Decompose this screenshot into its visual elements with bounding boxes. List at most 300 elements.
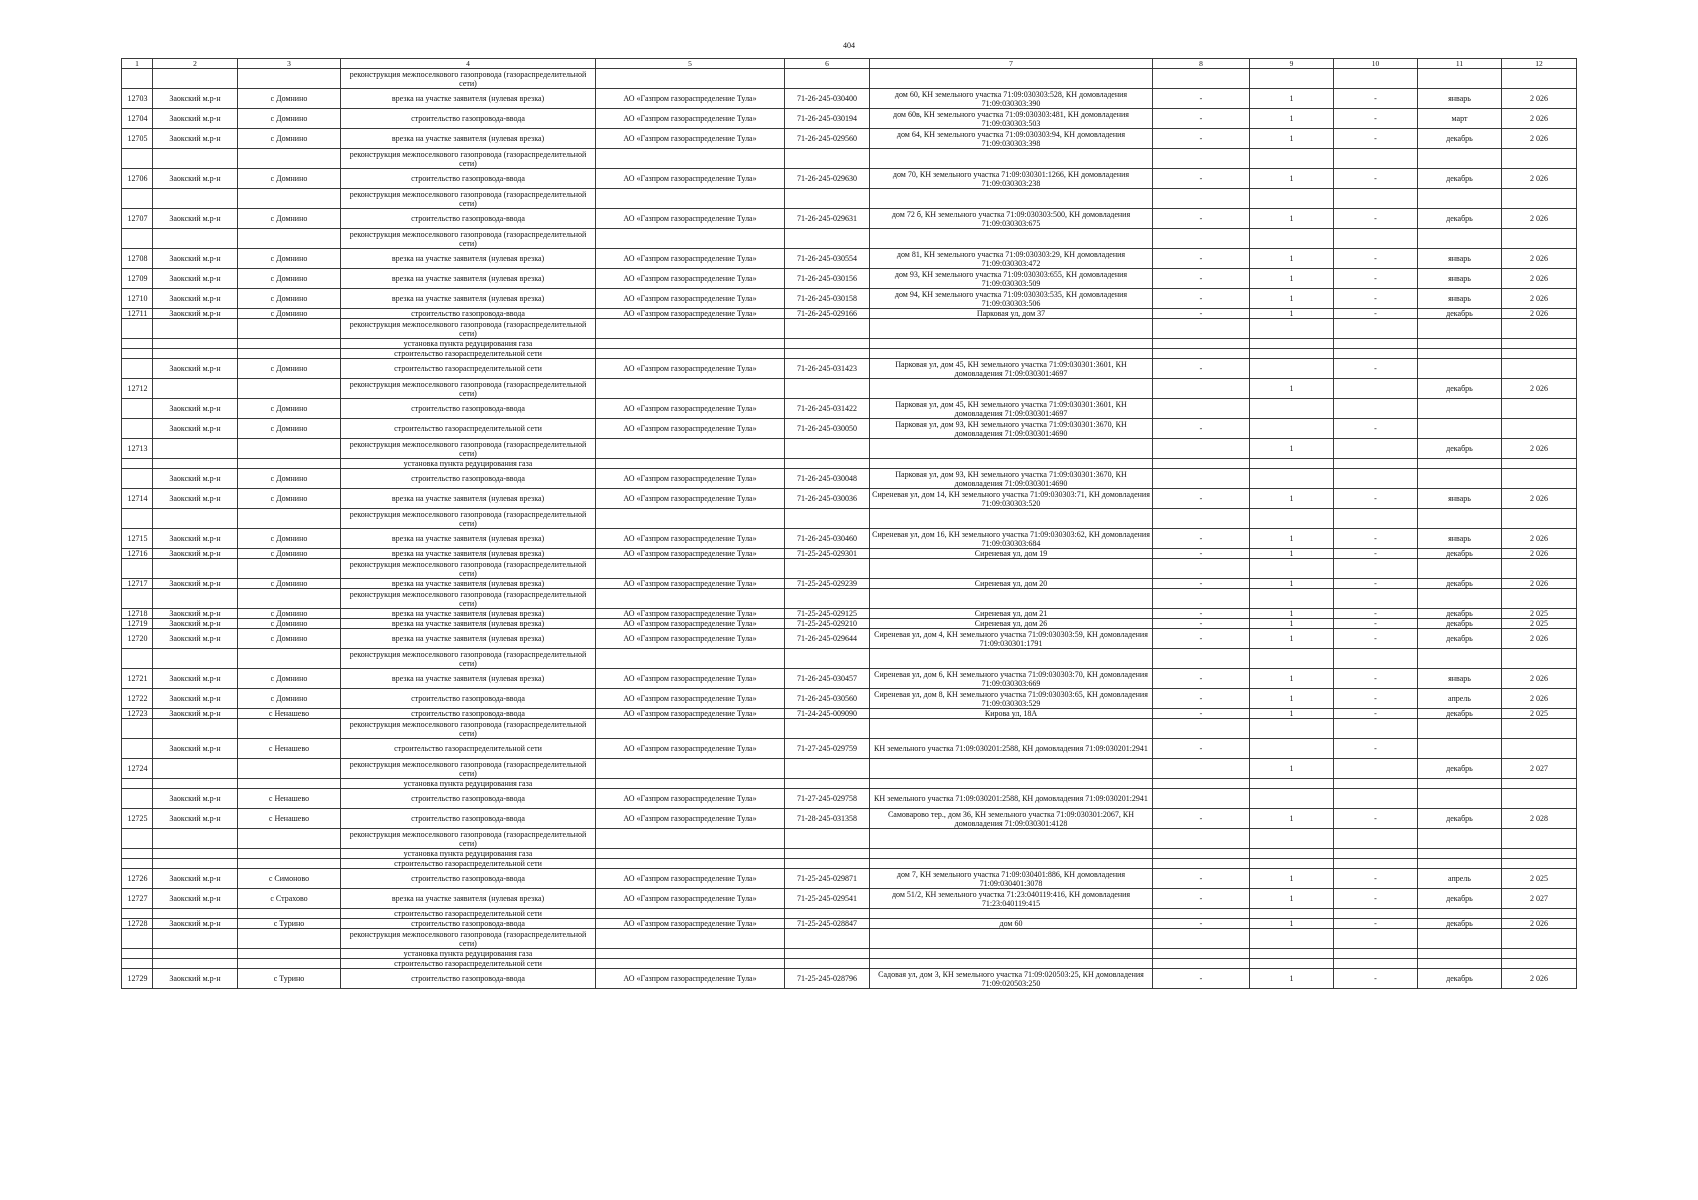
col-10-cell (1334, 149, 1418, 169)
address-cell (870, 349, 1153, 359)
col-8-cell: - (1153, 529, 1250, 549)
application-number-cell: 71-26-245-030460 (785, 529, 870, 549)
district-cell (153, 849, 238, 859)
month-cell (1418, 779, 1502, 789)
district-cell: Заокский м.р-н (153, 789, 238, 809)
application-number-cell: 71-26-245-030036 (785, 489, 870, 509)
application-number-cell (785, 319, 870, 339)
row-number-cell (122, 69, 153, 89)
organization-cell: АО «Газпром газораспределение Тула» (596, 689, 785, 709)
application-number-cell: 71-26-245-029644 (785, 629, 870, 649)
row-number-cell: 12712 (122, 379, 153, 399)
settlement-cell: с Домнино (238, 129, 341, 149)
application-number-cell: 71-25-245-029210 (785, 619, 870, 629)
district-cell (153, 349, 238, 359)
col-8-cell: - (1153, 689, 1250, 709)
work-type-cell: строительство газопровода-ввода (341, 789, 596, 809)
column-header: 2 (153, 59, 238, 69)
year-cell: 2 026 (1502, 169, 1577, 189)
settlement-cell: с Ненашево (238, 709, 341, 719)
settlement-cell: с Домнино (238, 579, 341, 589)
district-cell: Заокский м.р-н (153, 209, 238, 229)
col-9-cell (1250, 459, 1334, 469)
address-cell: Сиреневая ул, дом 19 (870, 549, 1153, 559)
organization-cell: АО «Газпром газораспределение Тула» (596, 419, 785, 439)
year-cell (1502, 719, 1577, 739)
col-8-cell (1153, 379, 1250, 399)
col-10-cell: - (1334, 619, 1418, 629)
table-row (122, 309, 1577, 319)
table-row (122, 889, 1577, 909)
application-number-cell: 71-25-245-029541 (785, 889, 870, 909)
col-9-cell: 1 (1250, 529, 1334, 549)
year-cell: 2 026 (1502, 89, 1577, 109)
address-cell: Сиреневая ул, дом 16, КН земельного участка 71:09:030303:62, КН домовладения 71:09:030303:684 (870, 529, 1153, 549)
organization-cell: АО «Газпром газораспределение Тула» (596, 269, 785, 289)
col-9-cell: 1 (1250, 129, 1334, 149)
settlement-cell (238, 349, 341, 359)
address-cell: дом 70, КН земельного участка 71:09:030301:1266, КН домовладения 71:09:030303:238 (870, 169, 1153, 189)
year-cell (1502, 339, 1577, 349)
col-8-cell (1153, 859, 1250, 869)
table-row (122, 509, 1577, 529)
address-cell (870, 959, 1153, 969)
col-10-cell: - (1334, 549, 1418, 559)
year-cell: 2 026 (1502, 109, 1577, 129)
col-10-cell (1334, 319, 1418, 339)
work-type-cell: строительство газопровода-ввода (341, 969, 596, 989)
year-cell: 2 025 (1502, 609, 1577, 619)
work-type-cell: врезка на участке заявителя (нулевая врезка) (341, 549, 596, 559)
col-8-cell: - (1153, 489, 1250, 509)
year-cell (1502, 229, 1577, 249)
address-cell: дом 93, КН земельного участка 71:09:030303:655, КН домовладения 71:09:030303:509 (870, 269, 1153, 289)
month-cell: декабрь (1418, 809, 1502, 829)
year-cell (1502, 739, 1577, 759)
district-cell: Заокский м.р-н (153, 809, 238, 829)
month-cell (1418, 399, 1502, 419)
organization-cell (596, 959, 785, 969)
application-number-cell (785, 779, 870, 789)
table-row (122, 959, 1577, 969)
row-number-cell (122, 719, 153, 739)
work-type-cell: реконструкция межпоселкового газопровода (газораспределительной сети) (341, 69, 596, 89)
address-cell (870, 379, 1153, 399)
settlement-cell: с Турино (238, 919, 341, 929)
organization-cell: АО «Газпром газораспределение Тула» (596, 969, 785, 989)
year-cell (1502, 319, 1577, 339)
col-9-cell: 1 (1250, 209, 1334, 229)
row-number-cell: 12725 (122, 809, 153, 829)
col-10-cell (1334, 719, 1418, 739)
table-row (122, 739, 1577, 759)
settlement-cell: с Домнино (238, 169, 341, 189)
row-number-cell (122, 959, 153, 969)
col-10-cell: - (1334, 129, 1418, 149)
column-header: 5 (596, 59, 785, 69)
col-10-cell: - (1334, 419, 1418, 439)
row-number-cell (122, 509, 153, 529)
month-cell: март (1418, 109, 1502, 129)
column-header: 1 (122, 59, 153, 69)
organization-cell: АО «Газпром газораспределение Тула» (596, 399, 785, 419)
table-header-row (122, 59, 1577, 69)
district-cell: Заокский м.р-н (153, 969, 238, 989)
col-8-cell (1153, 949, 1250, 959)
application-number-cell: 71-26-245-030560 (785, 689, 870, 709)
table-row (122, 549, 1577, 559)
district-cell: Заокский м.р-н (153, 609, 238, 619)
application-number-cell (785, 929, 870, 949)
application-number-cell (785, 759, 870, 779)
year-cell (1502, 789, 1577, 809)
work-type-cell: реконструкция межпоселкового газопровода (газораспределительной сети) (341, 439, 596, 459)
page-number: 404 (843, 41, 855, 50)
address-cell (870, 929, 1153, 949)
organization-cell: АО «Газпром газораспределение Тула» (596, 309, 785, 319)
col-10-cell (1334, 469, 1418, 489)
application-number-cell (785, 649, 870, 669)
table-row (122, 349, 1577, 359)
district-cell (153, 779, 238, 789)
month-cell (1418, 509, 1502, 529)
organization-cell (596, 849, 785, 859)
district-cell: Заокский м.р-н (153, 399, 238, 419)
address-cell: Парковая ул, дом 45, КН земельного участка 71:09:030301:3601, КН домовладения 71:09:030301:4697 (870, 399, 1153, 419)
address-cell (870, 759, 1153, 779)
district-cell: Заокский м.р-н (153, 169, 238, 189)
organization-cell (596, 189, 785, 209)
organization-cell (596, 229, 785, 249)
col-8-cell: - (1153, 579, 1250, 589)
application-number-cell: 71-25-245-028847 (785, 919, 870, 929)
col-10-cell: - (1334, 969, 1418, 989)
col-8-cell (1153, 459, 1250, 469)
settlement-cell: с Домнино (238, 289, 341, 309)
work-type-cell: строительство газопровода-ввода (341, 689, 596, 709)
work-type-cell: врезка на участке заявителя (нулевая врезка) (341, 269, 596, 289)
column-header: 10 (1334, 59, 1418, 69)
month-cell (1418, 559, 1502, 579)
organization-cell: АО «Газпром газораспределение Тула» (596, 489, 785, 509)
organization-cell: АО «Газпром газораспределение Тула» (596, 289, 785, 309)
col-8-cell: - (1153, 869, 1250, 889)
col-10-cell: - (1334, 269, 1418, 289)
table-row (122, 229, 1577, 249)
table-row (122, 489, 1577, 509)
month-cell (1418, 589, 1502, 609)
settlement-cell (238, 829, 341, 849)
col-9-cell (1250, 229, 1334, 249)
row-number-cell: 12717 (122, 579, 153, 589)
work-type-cell: врезка на участке заявителя (нулевая врезка) (341, 889, 596, 909)
application-number-cell (785, 459, 870, 469)
district-cell: Заокский м.р-н (153, 669, 238, 689)
year-cell: 2 026 (1502, 379, 1577, 399)
row-number-cell (122, 229, 153, 249)
col-8-cell: - (1153, 359, 1250, 379)
row-number-cell (122, 349, 153, 359)
year-cell (1502, 189, 1577, 209)
row-number-cell (122, 359, 153, 379)
organization-cell: АО «Газпром газораспределение Тула» (596, 549, 785, 559)
col-10-cell: - (1334, 889, 1418, 909)
col-9-cell (1250, 339, 1334, 349)
col-10-cell (1334, 589, 1418, 609)
organization-cell (596, 69, 785, 89)
application-number-cell (785, 339, 870, 349)
col-9-cell: 1 (1250, 869, 1334, 889)
address-cell (870, 319, 1153, 339)
settlement-cell: с Страхово (238, 889, 341, 909)
col-9-cell (1250, 319, 1334, 339)
col-10-cell: - (1334, 739, 1418, 759)
row-number-cell (122, 319, 153, 339)
table-row (122, 419, 1577, 439)
month-cell: декабрь (1418, 169, 1502, 189)
application-number-cell (785, 829, 870, 849)
application-number-cell (785, 719, 870, 739)
month-cell: январь (1418, 529, 1502, 549)
application-number-cell: 71-26-245-030050 (785, 419, 870, 439)
work-type-cell: врезка на участке заявителя (нулевая врезка) (341, 609, 596, 619)
year-cell: 2 026 (1502, 549, 1577, 559)
settlement-cell (238, 459, 341, 469)
settlement-cell (238, 929, 341, 949)
address-cell: Сиреневая ул, дом 4, КН земельного участка 71:09:030303:59, КН домовладения 71:09:030301:1791 (870, 629, 1153, 649)
row-number-cell (122, 399, 153, 419)
year-cell (1502, 419, 1577, 439)
address-cell (870, 229, 1153, 249)
organization-cell: АО «Газпром газораспределение Тула» (596, 619, 785, 629)
row-number-cell (122, 849, 153, 859)
col-10-cell (1334, 759, 1418, 779)
application-number-cell: 71-25-245-029301 (785, 549, 870, 559)
month-cell (1418, 319, 1502, 339)
application-number-cell: 71-26-245-031423 (785, 359, 870, 379)
work-type-cell: реконструкция межпоселкового газопровода (газораспределительной сети) (341, 719, 596, 739)
row-number-cell: 12719 (122, 619, 153, 629)
address-cell: Садовая ул, дом 3, КН земельного участка 71:09:020503:25, КН домовладения 71:09:020503:250 (870, 969, 1153, 989)
month-cell (1418, 469, 1502, 489)
organization-cell: АО «Газпром газораспределение Тула» (596, 669, 785, 689)
table-row (122, 359, 1577, 379)
year-cell: 2 026 (1502, 579, 1577, 589)
address-cell: КН земельного участка 71:09:030201:2588, КН домовладения 71:09:030201:2941 (870, 739, 1153, 759)
month-cell: декабрь (1418, 889, 1502, 909)
application-number-cell: 71-26-245-029631 (785, 209, 870, 229)
settlement-cell: с Домнино (238, 669, 341, 689)
district-cell: Заокский м.р-н (153, 419, 238, 439)
settlement-cell (238, 69, 341, 89)
month-cell: декабрь (1418, 919, 1502, 929)
application-number-cell: 71-25-245-028796 (785, 969, 870, 989)
settlement-cell: с Домнино (238, 89, 341, 109)
table-row (122, 339, 1577, 349)
column-header: 8 (1153, 59, 1250, 69)
organization-cell (596, 509, 785, 529)
application-number-cell: 71-25-245-029239 (785, 579, 870, 589)
application-number-cell: 71-26-245-030158 (785, 289, 870, 309)
col-10-cell (1334, 779, 1418, 789)
col-8-cell: - (1153, 419, 1250, 439)
col-8-cell (1153, 649, 1250, 669)
application-number-cell: 71-26-245-029166 (785, 309, 870, 319)
organization-cell (596, 319, 785, 339)
year-cell: 2 026 (1502, 439, 1577, 459)
table-row (122, 589, 1577, 609)
table-row (122, 969, 1577, 989)
address-cell (870, 829, 1153, 849)
table-row (122, 249, 1577, 269)
table-row (122, 759, 1577, 779)
col-10-cell: - (1334, 529, 1418, 549)
address-cell: дом 64, КН земельного участка 71:09:030303:94, КН домовладения 71:09:030303:398 (870, 129, 1153, 149)
settlement-cell (238, 759, 341, 779)
col-10-cell: - (1334, 489, 1418, 509)
organization-cell (596, 949, 785, 959)
settlement-cell: с Домнино (238, 529, 341, 549)
col-9-cell (1250, 859, 1334, 869)
col-9-cell (1250, 359, 1334, 379)
month-cell: декабрь (1418, 609, 1502, 619)
year-cell: 2 026 (1502, 289, 1577, 309)
month-cell (1418, 419, 1502, 439)
col-10-cell (1334, 349, 1418, 359)
district-cell: Заокский м.р-н (153, 309, 238, 319)
work-type-cell: установка пункта редуцирования газа (341, 459, 596, 469)
district-cell: Заокский м.р-н (153, 889, 238, 909)
organization-cell (596, 349, 785, 359)
district-cell (153, 439, 238, 459)
row-number-cell: 12728 (122, 919, 153, 929)
district-cell (153, 339, 238, 349)
settlement-cell (238, 779, 341, 789)
year-cell: 2 026 (1502, 969, 1577, 989)
application-number-cell: 71-26-245-030400 (785, 89, 870, 109)
address-cell (870, 779, 1153, 789)
work-type-cell: строительство газопровода-ввода (341, 809, 596, 829)
month-cell: декабрь (1418, 549, 1502, 559)
col-8-cell: - (1153, 169, 1250, 189)
row-number-cell: 12715 (122, 529, 153, 549)
organization-cell: АО «Газпром газораспределение Тула» (596, 789, 785, 809)
settlement-cell (238, 339, 341, 349)
organization-cell (596, 719, 785, 739)
work-type-cell: строительство газопровода-ввода (341, 399, 596, 419)
work-type-cell: строительство газораспределительной сети (341, 909, 596, 919)
district-cell: Заокский м.р-н (153, 359, 238, 379)
month-cell (1418, 349, 1502, 359)
col-10-cell (1334, 379, 1418, 399)
settlement-cell: с Ненашево (238, 739, 341, 759)
table-row (122, 169, 1577, 189)
address-cell (870, 189, 1153, 209)
organization-cell: АО «Газпром газораспределение Тула» (596, 629, 785, 649)
year-cell (1502, 829, 1577, 849)
address-cell: Сиреневая ул, дом 14, КН земельного участка 71:09:030303:71, КН домовладения 71:09:030303:520 (870, 489, 1153, 509)
column-header: 4 (341, 59, 596, 69)
col-8-cell (1153, 339, 1250, 349)
col-8-cell (1153, 589, 1250, 609)
month-cell: январь (1418, 89, 1502, 109)
col-9-cell: 1 (1250, 169, 1334, 189)
address-cell: Сиреневая ул, дом 21 (870, 609, 1153, 619)
settlement-cell: с Домнино (238, 549, 341, 559)
application-number-cell: 71-26-245-029630 (785, 169, 870, 189)
col-8-cell: - (1153, 919, 1250, 929)
col-10-cell: - (1334, 919, 1418, 929)
row-number-cell: 12709 (122, 269, 153, 289)
col-8-cell (1153, 189, 1250, 209)
district-cell: Заокский м.р-н (153, 529, 238, 549)
month-cell: декабрь (1418, 969, 1502, 989)
col-8-cell: - (1153, 109, 1250, 129)
row-number-cell (122, 929, 153, 949)
organization-cell: АО «Газпром газораспределение Тула» (596, 249, 785, 269)
application-number-cell (785, 909, 870, 919)
table-row (122, 629, 1577, 649)
row-number-cell: 12714 (122, 489, 153, 509)
year-cell: 2 026 (1502, 689, 1577, 709)
work-type-cell: врезка на участке заявителя (нулевая врезка) (341, 619, 596, 629)
col-9-cell (1250, 789, 1334, 809)
col-8-cell: - (1153, 629, 1250, 649)
address-cell (870, 859, 1153, 869)
district-cell (153, 69, 238, 89)
district-cell: Заокский м.р-н (153, 469, 238, 489)
column-header: 11 (1418, 59, 1502, 69)
work-type-cell: врезка на участке заявителя (нулевая врезка) (341, 629, 596, 649)
organization-cell: АО «Газпром газораспределение Тула» (596, 209, 785, 229)
col-10-cell: - (1334, 869, 1418, 889)
month-cell (1418, 849, 1502, 859)
organization-cell (596, 859, 785, 869)
work-type-cell: реконструкция межпоселкового газопровода (газораспределительной сети) (341, 649, 596, 669)
year-cell: 2 026 (1502, 629, 1577, 649)
work-type-cell: строительство газопровода-ввода (341, 869, 596, 889)
district-cell: Заокский м.р-н (153, 869, 238, 889)
col-9-cell: 1 (1250, 109, 1334, 129)
row-number-cell (122, 779, 153, 789)
table-row (122, 399, 1577, 419)
work-type-cell: врезка на участке заявителя (нулевая врезка) (341, 249, 596, 269)
work-type-cell: строительство газораспределительной сети (341, 739, 596, 759)
settlement-cell (238, 229, 341, 249)
settlement-cell (238, 319, 341, 339)
table-row (122, 109, 1577, 129)
col-10-cell (1334, 949, 1418, 959)
district-cell (153, 759, 238, 779)
district-cell (153, 319, 238, 339)
table-row (122, 439, 1577, 459)
year-cell (1502, 149, 1577, 169)
application-number-cell: 71-26-245-030457 (785, 669, 870, 689)
col-8-cell (1153, 149, 1250, 169)
col-8-cell (1153, 439, 1250, 459)
row-number-cell: 12721 (122, 669, 153, 689)
district-cell: Заокский м.р-н (153, 489, 238, 509)
settlement-cell: с Домнино (238, 109, 341, 129)
col-8-cell: - (1153, 889, 1250, 909)
organization-cell (596, 649, 785, 669)
work-type-cell: строительство газопровода-ввода (341, 709, 596, 719)
settlement-cell (238, 949, 341, 959)
col-9-cell (1250, 69, 1334, 89)
row-number-cell: 12727 (122, 889, 153, 909)
address-cell (870, 589, 1153, 609)
table-row (122, 779, 1577, 789)
